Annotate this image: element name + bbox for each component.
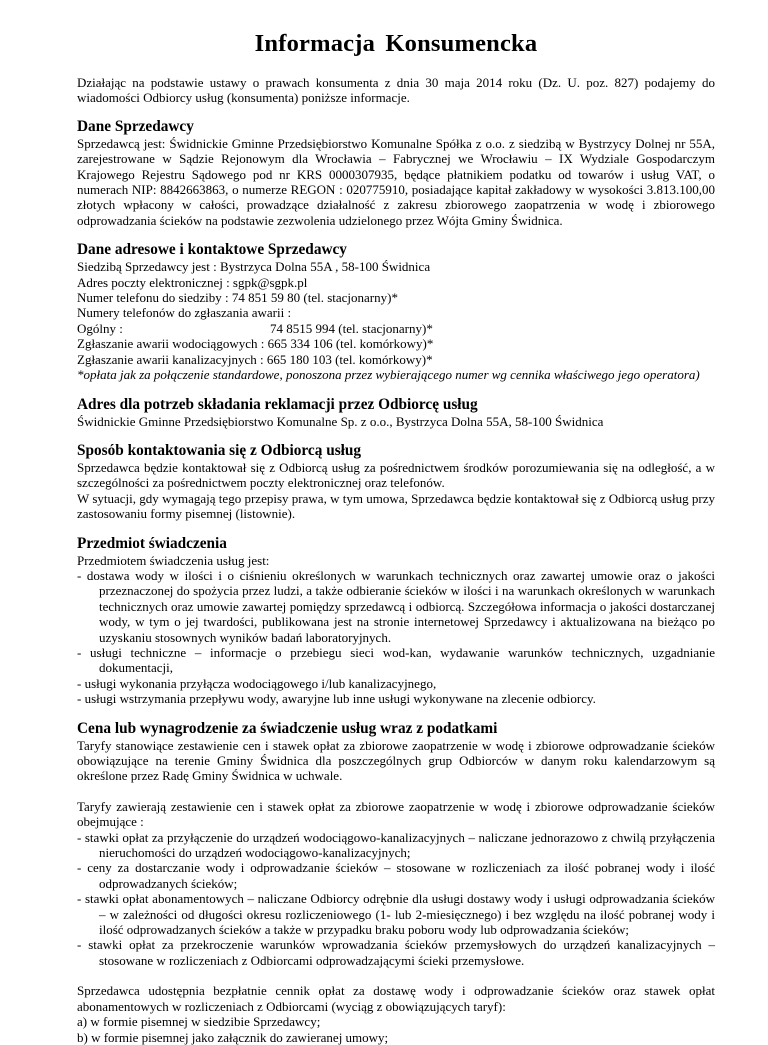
contact-method-paragraph-1: Sprzedawca będzie kontaktował się z Odbiorcą usług za pośrednictwem środków porozumiewania się na odległość, a w szczególności za pośrednictwem poczty elektronicznej oraz telefonów.	[77, 459, 715, 491]
price-option-a: a) w formie pisemnej w siedzibie Sprzedawcy;	[77, 1014, 321, 1030]
emergency-general-label: Ogólny :	[77, 320, 123, 336]
emergency-water: Zgłaszanie awarii wodociągowych : 665 334 106 (tel. komórkowy)*	[77, 336, 434, 352]
section-seller-text: Sprzedawcą jest: Świdnickie Gminne Przedsiębiorstwo Komunalne Spółka z o.o. z siedzibą w Bystrzycy Dolnej nr 55A, zarejestrowane w Sądzie Rejonowym dla Wrocławia – Fabrycznej we Wrocławiu – IX Wydziale Gospodarczym Krajowego Rejestru Sądowego pod nr KRS 0000307935, będące płatnikiem podatku od towarów i usług VAT, o numerach NIP: 8842663863, o numerze REGON : 020775910, posiadające kapitał zakładowy w wysokości 3.813.100,00 złotych wpłacony w całości, prowadzące działalność z zakresu zbiorowego zaopatrzenia w wodę i zbiorowego odprowadzania ścieków na podstawie zezwolenia udzielonego przez Wójta Gminy Świdnica.	[77, 135, 715, 228]
seller-email: Adres poczty elektronicznej : sgpk@sgpk.pl	[77, 274, 308, 290]
section-subject-heading: Przedmiot świadczenia	[77, 534, 227, 552]
price-paragraph-3: Sprzedawca udostępnia bezpłatnie cennik opłat za dostawę wody i odprowadzanie ścieków oraz stawek opłat abonamentowych w rozliczeniach z Odbiorcami (wyciąg z obowiązujących taryf):	[77, 983, 715, 1014]
price-option-b: b) w formie pisemnej jako załącznik do zawieranej umowy;	[77, 1029, 389, 1045]
seller-address: Siedzibą Sprzedawcy jest : Bystrzyca Dolna 55A , 58-100 Świdnica	[77, 259, 431, 275]
seller-phone: Numer telefonu do siedziby : 74 851 59 80 (tel. stacjonarny)*	[77, 290, 398, 306]
section-seller	[77, 118, 715, 228]
list-item: - dostawa wody w ilości i o ciśnieniu określonych w warunkach technicznych oraz zawartej umowie oraz o jakości przeznaczonej do spożycia przez ludzi, a także odbieranie ścieków w ilości i na warunkach określonych w warunkach technicznych oraz umowie zawartej pomiędzy sprzedawcą i odbiorcą. Szczegółowa informacja o jakości dostarczanej wody, w tym o jej twardości, publikowana jest na stronie internetowej Sprzedawcy i aktualizowana na bieżąco po uzyskaniu stosownych wyników badań laboratoryjnych.	[77, 568, 715, 645]
intro-paragraph: Działając na podstawie ustawy o prawach konsumenta z dnia 30 maja 2014 roku (Dz. U. poz. 827) podajemy do wiadomości Odbiorcy usług (konsumenta) poniższe informacje.	[77, 75, 715, 106]
section-complaints-heading: Adres dla potrzeb składania reklamacji przez Odbiorcę usług	[77, 395, 478, 413]
section-contact	[77, 241, 715, 382]
emergency-general-value: 74 8515 994 (tel. stacjonarny)*	[270, 320, 433, 336]
list-item: - stawki opłat za przyłączenie do urządzeń wodociągowo-kanalizacyjnych – naliczane jednorazowo z chwilą przyłączenia nieruchomości do urządzeń wodociągowo-kanalizacyjnych;	[77, 830, 715, 861]
section-contact-method	[77, 442, 715, 522]
section-contact-heading: Dane adresowe i kontaktowe Sprzedawcy	[77, 241, 347, 259]
price-paragraph-2: Taryfy zawierają zestawienie cen i stawek opłat za zbiorowe zaopatrzenie w wodę i zbiorowe odprowadzanie ścieków obejmujące :	[77, 798, 715, 830]
section-seller-heading: Dane Sprzedawcy	[77, 117, 194, 135]
section-contact-method-heading: Sposób kontaktowania się z Odbiorcą usług	[77, 441, 362, 459]
price-paragraph-1: Taryfy stanowiące zestawienie cen i stawek opłat za zbiorowe zaopatrzenie w wodę i zbiorowe odprowadzanie ścieków obowiązujące na terenie Gminy Świdnica dla poszczególnych grup Odbiorców w danym roku kalendarzowym są określone przez Radę Gminy Świdnica w uchwale.	[77, 737, 715, 784]
subject-lead: Przedmiotem świadczenia usług jest:	[77, 552, 270, 568]
emergency-heading: Numery telefonów do zgłaszania awarii :	[77, 305, 292, 321]
document-title: Informacja Konsumencka	[254, 30, 538, 57]
section-subject	[77, 535, 715, 707]
list-item: - ceny za dostarczanie wody i odprowadzanie ścieków – stosowane w rozliczeniach za ilość pobranej wody i ilość odprowadzanych ścieków;	[77, 860, 715, 891]
section-complaints	[77, 396, 715, 429]
emergency-general	[77, 321, 715, 336]
list-item: - stawki opłat abonamentowych – naliczane Odbiorcy odrębnie dla usługi dostawy wody i usługi odprowadzania ścieków – w zależności od długości okresu rozliczeniowego (1- lub 2-miesięcznego) i bez względu na ilość pobranej wody i ilość odprowadzanych ścieków a także w przypadku braku poboru wody lub odprowadzania ścieków;	[77, 891, 715, 937]
section-price	[77, 720, 715, 1045]
section-price-heading: Cena lub wynagrodzenie za świadczenie usług wraz z podatkami	[77, 719, 498, 737]
subject-list	[77, 568, 715, 707]
contact-method-paragraph-2: W sytuacji, gdy wymagają tego przepisy prawa, w tym umowa, Sprzedawca będzie kontaktował się z Odbiorcą usług przy zastosowaniu formy pisemnej (listownie).	[77, 490, 715, 522]
section-complaints-text: Świdnickie Gminne Przedsiębiorstwo Komunalne Sp. z o.o., Bystrzyca Dolna 55A, 58-100 Świdnica	[77, 413, 604, 429]
list-item: - stawki opłat za przekroczenie warunków wprowadzania ścieków przemysłowych do urządzeń kanalizacyjnych – stosowane w rozliczeniach z Odbiorcami odprowadzającymi ścieki przemysłowe.	[77, 937, 715, 968]
list-item: - usługi techniczne – informacje o przebiegu sieci wod-kan, wydawanie warunków technicznych, uzgadnianie dokumentacji,	[77, 645, 715, 676]
phone-cost-note: *opłata jak za połączenie standardowe, ponoszona przez wybierającego numer wg cennika właściwego jego operatora)	[77, 367, 700, 383]
list-item: - usługi wykonania przyłącza wodociągowego i/lub kanalizacyjnego,	[77, 676, 715, 691]
emergency-sewage: Zgłaszanie awarii kanalizacyjnych : 665 180 103 (tel. komórkowy)*	[77, 351, 433, 367]
price-list	[77, 830, 715, 969]
list-item: - usługi wstrzymania przepływu wody, awaryjne lub inne usługi wykonywane na zlecenie odbiorcy.	[77, 691, 715, 706]
